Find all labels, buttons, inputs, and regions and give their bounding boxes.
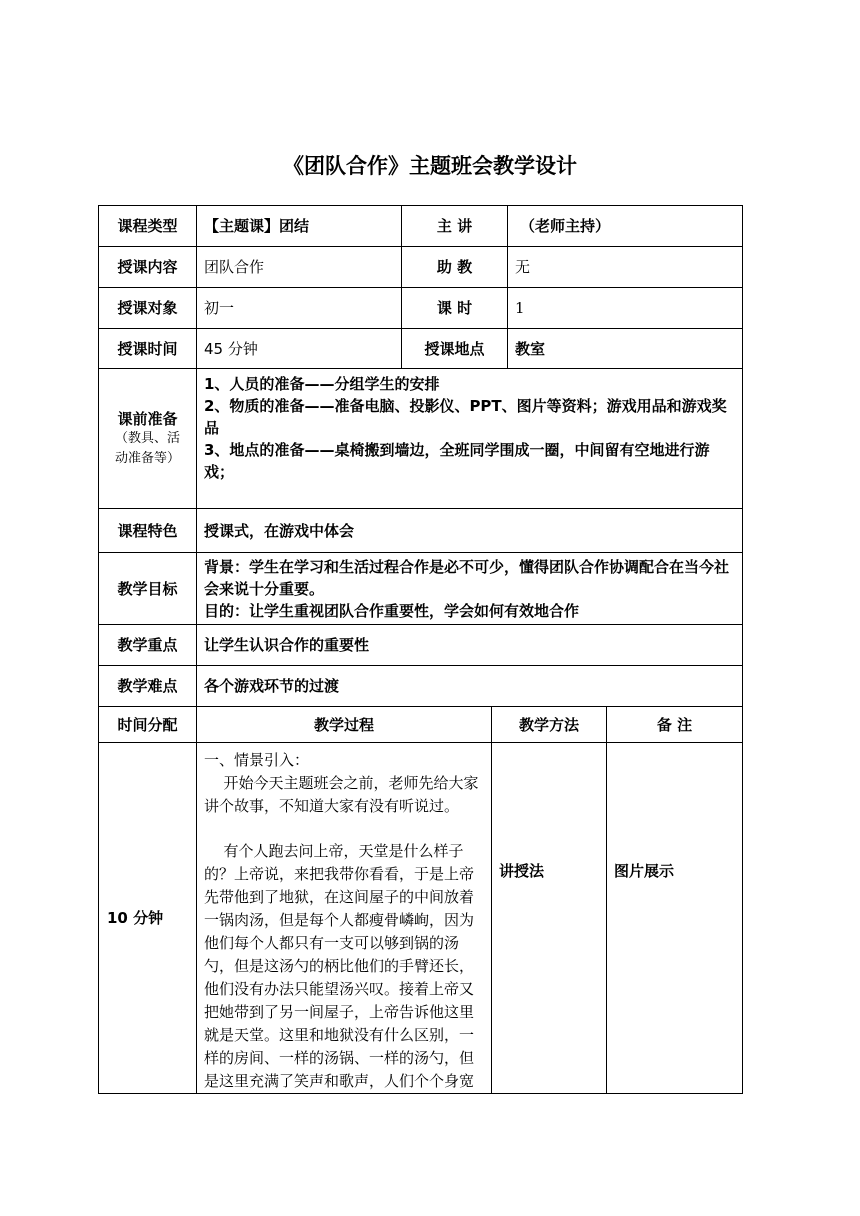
hours-label: 课 时 [402, 288, 508, 329]
lesson-plan-table [98, 205, 743, 1094]
segment-paragraph: 有个人跑去问上帝，天堂是什么样子的？上帝说，来把我带你看看，于是上帝先带他到了地狱，在这间屋子的中间放着一锅肉汤，但是每个人都瘦骨嶙峋，因为他们每个人都只有一支可以够到锅的汤勺，但是这汤勺的柄比他们的手臂还长，他们没有办法只能望汤兴叹。接着上帝又把她带到了另一间屋子，上帝告诉他这里就是天堂。这里和地狱没有什么区别，一样的房间、一样的汤锅、一样的汤勺，但是这里充满了笑声和歌声，人们个个身宽 [204, 842, 475, 1090]
segment-heading: 一、情景引入： [204, 751, 310, 769]
course-type-label: 课程类型 [99, 206, 197, 247]
key-label: 教学重点 [99, 625, 197, 666]
feature-value: 授课式，在游戏中体会 [197, 509, 743, 553]
page-title: 《团队合作》主题班会教学设计 [283, 154, 577, 178]
table-row [99, 666, 743, 707]
segment-process [197, 743, 492, 1094]
table-row [99, 369, 743, 509]
goal-line: 背景：学生在学习和生活过程合作是必不可少，懂得团队合作协调配合在当今社会来说十分重要。 [204, 557, 730, 598]
table-row [99, 247, 743, 288]
prep-sublabel: 动准备等） [114, 450, 180, 466]
key-value: 让学生认识合作的重要性 [197, 625, 743, 666]
content-value: 团队合作 [197, 247, 402, 288]
table-row [99, 743, 743, 1094]
table-row [99, 553, 743, 625]
table-row [99, 509, 743, 553]
prep-sublabel: （教具、活 [114, 430, 180, 446]
table-row [99, 625, 743, 666]
segment-time: 10 分钟 [99, 743, 197, 1094]
location-value: 教室 [508, 329, 743, 369]
location-label: 授课地点 [402, 329, 508, 369]
segment-note: 图片展示 [607, 743, 743, 1094]
course-type-value: 【主题课】团结 [197, 206, 402, 247]
table-row [99, 288, 743, 329]
prep-content [197, 369, 743, 509]
goal-line: 目的：让学生重视团队合作重要性，学会如何有效地合作 [204, 601, 580, 620]
lecturer-label: 主 讲 [402, 206, 508, 247]
assistant-label: 助 教 [402, 247, 508, 288]
table-row [99, 206, 743, 247]
header-note: 备 注 [607, 707, 743, 743]
prep-line: 2、物质的准备——准备电脑、投影仪、PPT、图片等资料；游戏用品和游戏奖品 [204, 397, 727, 437]
table-row [99, 329, 743, 369]
feature-label: 课程特色 [99, 509, 197, 553]
header-process: 教学过程 [197, 707, 492, 743]
assistant-value: 无 [508, 247, 743, 288]
difficulty-label: 教学难点 [99, 666, 197, 707]
paragraph-gap [204, 818, 484, 840]
header-method: 教学方法 [492, 707, 607, 743]
time-value: 45 分钟 [197, 329, 402, 369]
prep-line: 1、人员的准备——分组学生的安排 [204, 375, 440, 393]
audience-value: 初一 [197, 288, 402, 329]
time-label: 授课时间 [99, 329, 197, 369]
header-time: 时间分配 [99, 707, 197, 743]
goal-label: 教学目标 [99, 553, 197, 625]
lecturer-value: （老师主持） [508, 206, 743, 247]
goal-content [197, 553, 743, 625]
hours-value: 1 [508, 288, 743, 329]
prep-line: 3、地点的准备——桌椅搬到墙边，全班同学围成一圈，中间留有空地进行游戏； [204, 441, 710, 481]
segment-paragraph: 开始今天主题班会之前，老师先给大家讲个故事，不知道大家有没有听说过。 [204, 774, 479, 815]
audience-label: 授课对象 [99, 288, 197, 329]
prep-label-cell [99, 369, 197, 509]
content-label: 授课内容 [99, 247, 197, 288]
table-header-row [99, 707, 743, 743]
prep-label: 课前准备 [117, 409, 178, 428]
difficulty-value: 各个游戏环节的过渡 [197, 666, 743, 707]
segment-method: 讲授法 [492, 743, 607, 1094]
